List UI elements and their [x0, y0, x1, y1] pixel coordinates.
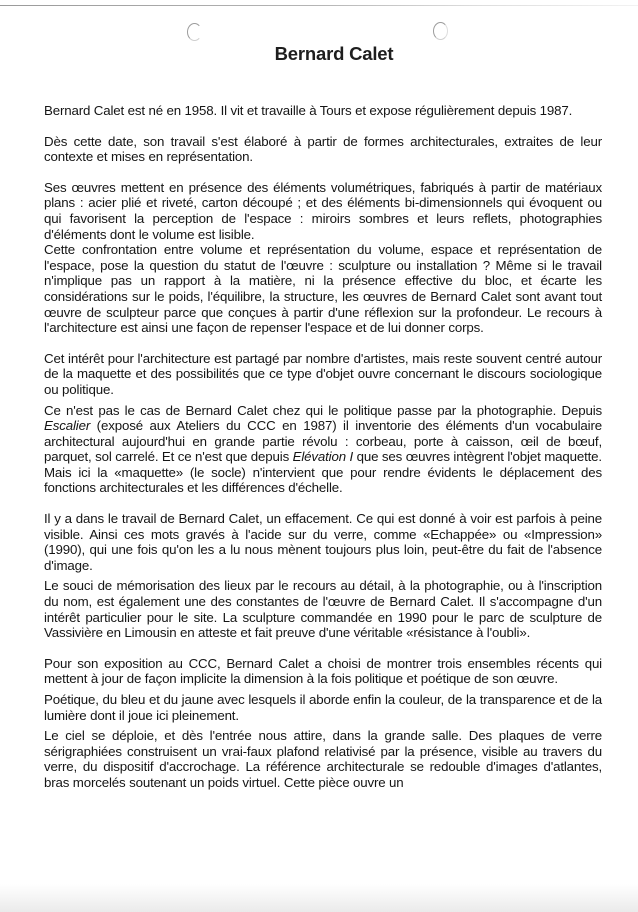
work-title-escalier: Escalier [44, 418, 91, 434]
scan-edge-line [0, 5, 638, 6]
document-title: Bernard Calet [274, 43, 394, 64]
paragraph-architectural-forms: Dès cette date, son travail s'est élaboré à partir de formes architecturales, extraites de leur contexte et mises en représentation. [44, 133, 602, 165]
punch-hole-mark-right [433, 22, 448, 40]
paragraph-birth: Bernard Calet est né en 1958. Il vit et travaille à Tours et expose régulièrement depuis 1987. [44, 103, 573, 118]
document-body [44, 103, 602, 791]
punch-hole-mark-left [187, 23, 202, 41]
work-title-elevation: Elévation I [292, 449, 354, 465]
scan-bottom-shadow [0, 884, 638, 912]
paragraph-ccc-exhibition: Pour son exposition au CCC, Bernard Calet a choisi de montrer trois ensembles récents qui mettent à jour de façon implicite la dimension à la fois politique et poétique de son œuvre. [44, 655, 602, 687]
paragraph-poetics: Poétique, du bleu et du jaune avec lesquels il aborde enfin la couleur, de la transparence et de la lumière dont il joue ici pleinement. [44, 692, 602, 723]
paragraph-photography-politics: Ce n'est pas le cas de Bernard Calet chez qui le politique passe par la photographie. Depuis Escalier (exposé aux Ateliers du CCC en 1987) il inventorie des éléments d'un vocabulaire architectural aujourd'hui en grande partie révolu : corbeau, porte à caisson, œil de bœuf, parquet, sol carrelé. Et ce n'est que depuis Elévation I que ses œuvres intègrent l'objet maquette. Mais ici la «maquette» (le socle) n'intervient que pour rendre évidents le déplacement des fonctions architecturales et les différences d'échelle. [44, 402, 602, 496]
paragraph-works-materials: Ses œuvres mettent en présence des éléments volumétriques, fabriqués à partir de matériaux plans : acier plié et riveté, carton découpé ; et des éléments bi-dimensionnels qui évoquent ou qui favorisent la perception de l'espace : miroirs sombres et leurs reflets, photographies d'éléments dont le volume est lisible. [44, 179, 602, 242]
paragraph-sky: Le ciel se déploie, et dès l'entrée nous attire, dans la grande salle. Des plaques de verre sérigraphiées construisent un vrai-faux plafond relativisé par la présence, visible au travers du verre, du dispositif d'accrochage. La référence architecturale se redouble d'images d'atlantes, bras morcelés soutenant un poids virtuel. Cette pièce ouvre un [44, 728, 602, 790]
paragraph-confrontation: Cette confrontation entre volume et représentation du volume, espace et représentation de l'espace, pose la question du statut de l'œuvre : sculpture ou installation ? Même si le travail n'implique pas un rapport à la matière, ni la présence effective du bloc, et écarte les considérations sur le poids, l'équilibre, la structure, les œuvres de Bernard Calet sont avant tout œuvre de sculpteur parce que conçues à partir d'une réflexion sur la profondeur. Le recours à l'architecture est ainsi une façon de repenser l'espace et de lui donner corps. [44, 242, 602, 336]
paragraph-memorisation: Le souci de mémorisation des lieux par le recours au détail, à la photographie, ou à l'inscription du nom, est également une des constantes de l'œuvre de Bernard Calet. Il s'accompagne d'un intérêt particulier pour le site. La sculpture commandée en 1990 pour le parc de sculpture de Vassivière en Limousin en atteste et fait preuve d'une véritable «résistance à l'oubli». [44, 578, 602, 641]
paragraph-architecture-interest: Cet intérêt pour l'architecture est partagé par nombre d'artistes, mais reste souvent centré autour de la maquette et des possibilités que ce type d'objet ouvre concernant le discours sociologique ou politique. [44, 350, 602, 397]
paragraph-effacement: Il y a dans le travail de Bernard Calet, un effacement. Ce qui est donné à voir est parfois à peine visible. Ainsi ces mots gravés à l'acide sur du verre, comme «Echappée» ou «Impression» (1990), qui une fois qu'on les a lu nous mènent toujours plus loin, peut-être du fait de l'absence d'image. [44, 511, 602, 573]
